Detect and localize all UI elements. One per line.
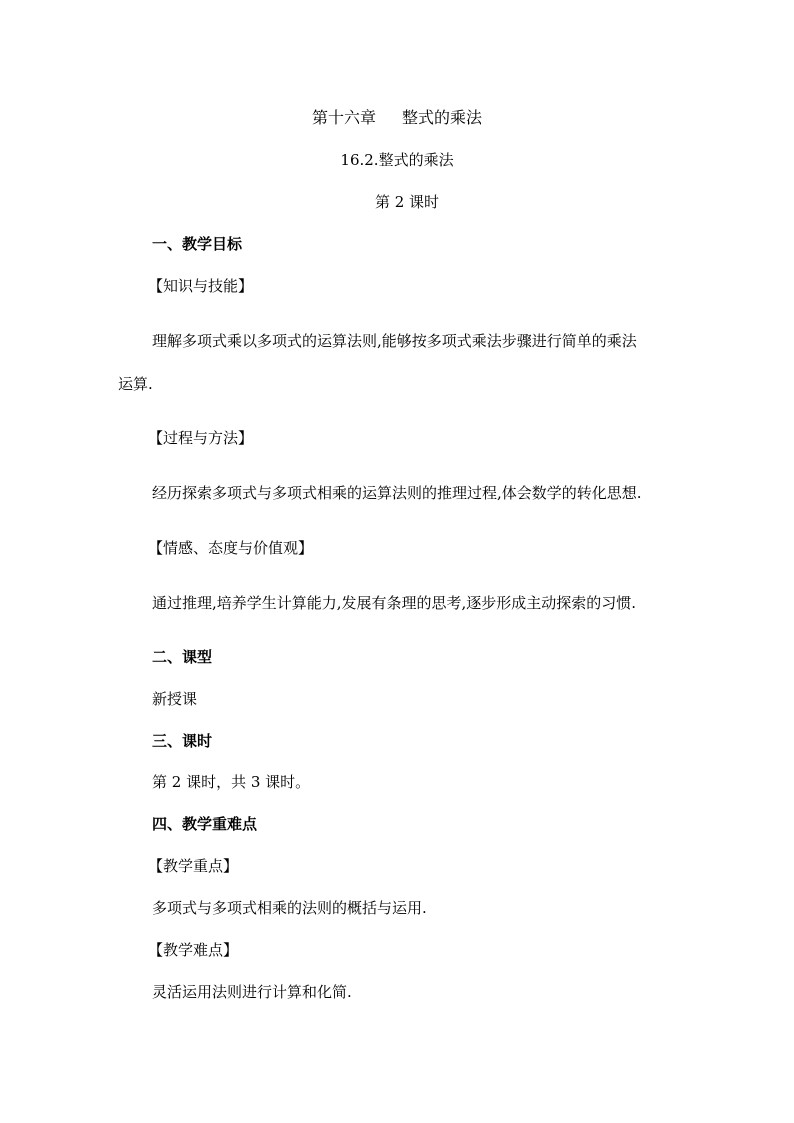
chapter-heading xyxy=(0,108,794,128)
label-knowledge-skills: 【知识与技能】 xyxy=(148,277,254,295)
paragraph-knowledge-skills-line1: 理解多项式乘以多项式的运算法则,能够按多项式乘法步骤进行简单的乘法 xyxy=(152,332,637,350)
paragraph-emotion-values: 通过推理,培养学生计算能力,发展有条理的思考,逐步形成主动探索的习惯. xyxy=(152,594,637,612)
label-teaching-focus: 【教学重点】 xyxy=(148,857,239,875)
text-class-hours: 第 2 课时，共 3 课时。 xyxy=(152,773,311,791)
label-emotion-values: 【情感、态度与价值观】 xyxy=(148,539,314,557)
text-teaching-difficulty: 灵活运用法则进行计算和化简. xyxy=(152,983,352,1001)
heading-lesson-type: 二、课型 xyxy=(152,648,213,666)
text-teaching-focus: 多项式与多项式相乘的法则的概括与运用. xyxy=(152,899,427,917)
heading-key-difficult-points: 四、教学重难点 xyxy=(152,815,258,833)
heading-teaching-objectives: 一、教学目标 xyxy=(152,235,243,253)
chapter-title: 整式的乘法 xyxy=(402,108,483,127)
paragraph-process-method: 经历探索多项式与多项式相乘的运算法则的推理过程,体会数学的转化思想. xyxy=(152,484,642,502)
chapter-number: 第十六章 xyxy=(311,108,376,127)
text-lesson-type: 新授课 xyxy=(152,690,198,708)
label-process-method: 【过程与方法】 xyxy=(148,429,254,447)
lesson-title: 第 2 课时 xyxy=(374,193,440,211)
paragraph-knowledge-skills-line2: 运算. xyxy=(118,375,153,393)
label-teaching-difficulty: 【教学难点】 xyxy=(148,941,239,959)
heading-class-hours: 三、课时 xyxy=(152,732,213,750)
section-title: 16.2.整式的乘法 xyxy=(340,151,454,169)
